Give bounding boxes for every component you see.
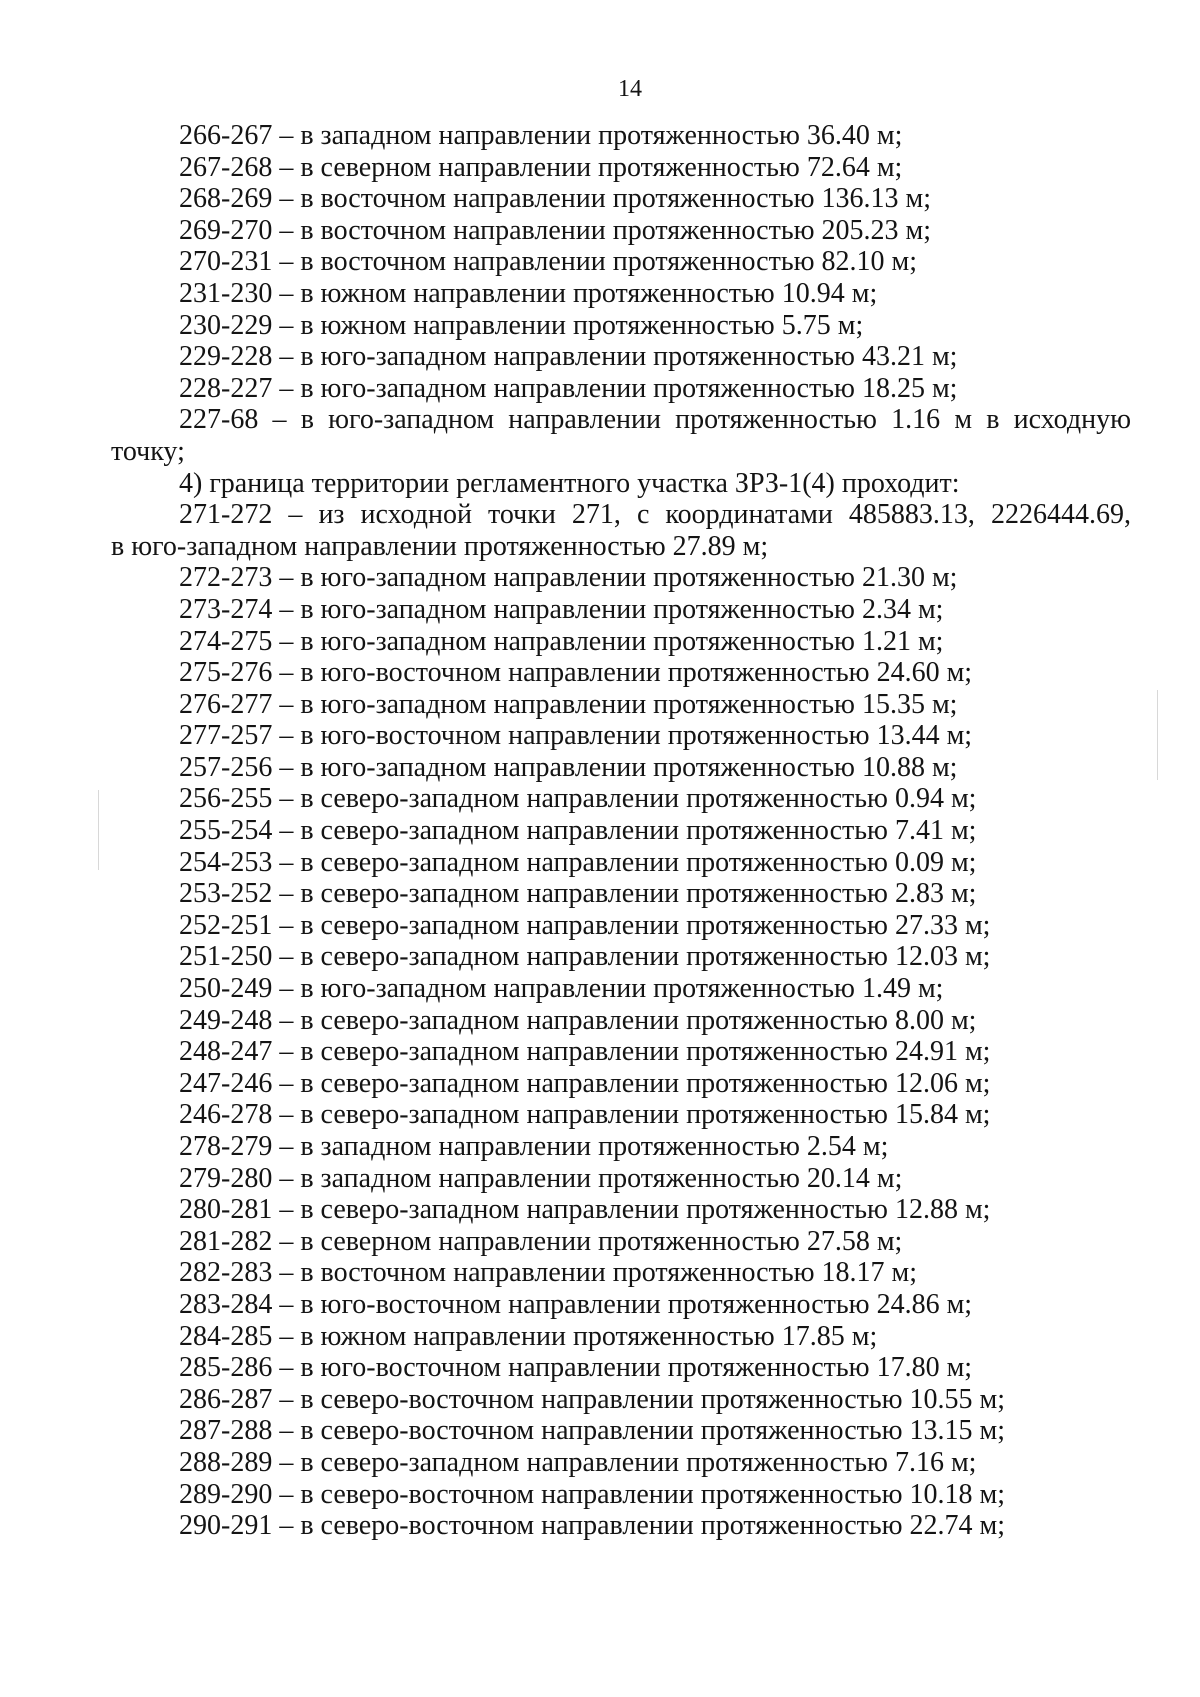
text-line: 268-269 – в восточном направлении протяженностью 136.13 м; [179, 183, 932, 215]
text-line: 250-249 – в юго-западном направлении протяженностью 1.49 м; [179, 973, 944, 1005]
text-line: 288-289 – в северо-западном направлении протяженностью 7.16 м; [179, 1446, 977, 1478]
text-line: 252-251 – в северо-западном направлении протяженностью 27.33 м; [179, 909, 991, 941]
text-line: 280-281 – в северо-западном направлении протяженностью 12.88 м; [179, 1194, 991, 1226]
text-line: 272-273 – в юго-западном направлении протяженностью 21.30 м; [179, 562, 958, 594]
text-line: точку; [111, 435, 185, 467]
text-line: 230-229 – в южном направлении протяженностью 5.75 м; [179, 309, 864, 341]
text-line: 289-290 – в северо-восточном направлении протяженностью 10.18 м; [179, 1478, 1006, 1510]
text-line: 227-68 – в юго-западном направлении протяженностью 1.16 м в исходную [179, 404, 1131, 436]
text-line: 275-276 – в юго-восточном направлении протяженностью 24.60 м; [179, 657, 973, 689]
text-line: 276-277 – в юго-западном направлении протяженностью 15.35 м; [179, 688, 958, 720]
scan-artifact-line [98, 790, 99, 870]
scan-artifact-line [1157, 690, 1158, 780]
text-line: 278-279 – в западном направлении протяженностью 2.54 м; [179, 1131, 889, 1162]
text-line: 283-284 – в юго-восточном направлении протяженностью 24.86 м; [179, 1288, 973, 1320]
text-line: 231-230 – в южном направлении протяженностью 10.94 м; [179, 277, 878, 309]
text-line: 249-248 – в северо-западном направлении протяженностью 8.00 м; [179, 1004, 977, 1036]
text-line: 285-286 – в юго-восточном направлении протяженностью 17.80 м; [179, 1352, 973, 1384]
text-line: 267-268 – в северном направлении протяженностью 72.64 м; [179, 151, 903, 183]
text-line: 257-256 – в юго-западном направлении протяженностью 10.88 м; [179, 751, 958, 783]
text-line: 254-253 – в северо-западном направлении протяженностью 0.09 м; [179, 846, 977, 878]
text-line: 290-291 – в северо-восточном направлении протяженностью 22.74 м; [179, 1510, 1006, 1542]
text-line: 287-288 – в северо-восточном направлении протяженностью 13.15 м; [179, 1415, 1006, 1447]
text-line: 281-282 – в северном направлении протяженностью 27.58 м; [179, 1225, 903, 1257]
text-line: 274-275 – в юго-западном направлении протяженностью 1.21 м; [179, 625, 944, 657]
text-line: 228-227 – в юго-западном направлении протяженностью 18.25 м; [179, 372, 958, 404]
text-line: 253-252 – в северо-западном направлении протяженностью 2.83 м; [179, 878, 977, 910]
text-line: 286-287 – в северо-восточном направлении протяженностью 10.55 м; [179, 1383, 1006, 1415]
text-line: 266-267 – в западном направлении протяженностью 36.40 м; [179, 120, 903, 151]
text-line: 282-283 – в восточном направлении протяженностью 18.17 м; [179, 1257, 918, 1289]
page-number: 14 [618, 76, 642, 102]
section-heading: 4) граница территории регламентного участка ЗРЗ-1(4) проходит: [179, 467, 960, 499]
text-line: 270-231 – в восточном направлении протяженностью 82.10 м; [179, 246, 918, 278]
text-line: 256-255 – в северо-западном направлении протяженностью 0.94 м; [179, 783, 977, 815]
text-line: 273-274 – в юго-западном направлении протяженностью 2.34 м; [179, 593, 944, 625]
text-line: 279-280 – в западном направлении протяженностью 20.14 м; [179, 1162, 903, 1194]
text-line: 284-285 – в южном направлении протяженностью 17.85 м; [179, 1320, 878, 1352]
text-line: 251-250 – в северо-западном направлении протяженностью 12.03 м; [179, 941, 991, 973]
text-line: 246-278 – в северо-западном направлении протяженностью 15.84 м; [179, 1099, 991, 1131]
text-line: в юго-западном направлении протяженностью 27.89 м; [111, 530, 769, 562]
text-line: 248-247 – в северо-западном направлении протяженностью 24.91 м; [179, 1036, 991, 1068]
text-line: 247-246 – в северо-западном направлении протяженностью 12.06 м; [179, 1067, 991, 1099]
text-line: 229-228 – в юго-западном направлении протяженностью 43.21 м; [179, 341, 958, 373]
text-line: 277-257 – в юго-восточном направлении протяженностью 13.44 м; [179, 720, 973, 752]
text-line: 255-254 – в северо-западном направлении протяженностью 7.41 м; [179, 815, 977, 847]
document-body [111, 120, 1131, 1542]
text-line: 271-272 – из исходной точки 271, с координатами 485883.13, 2226444.69, [179, 499, 1131, 531]
text-line: 269-270 – в восточном направлении протяженностью 205.23 м; [179, 214, 932, 246]
